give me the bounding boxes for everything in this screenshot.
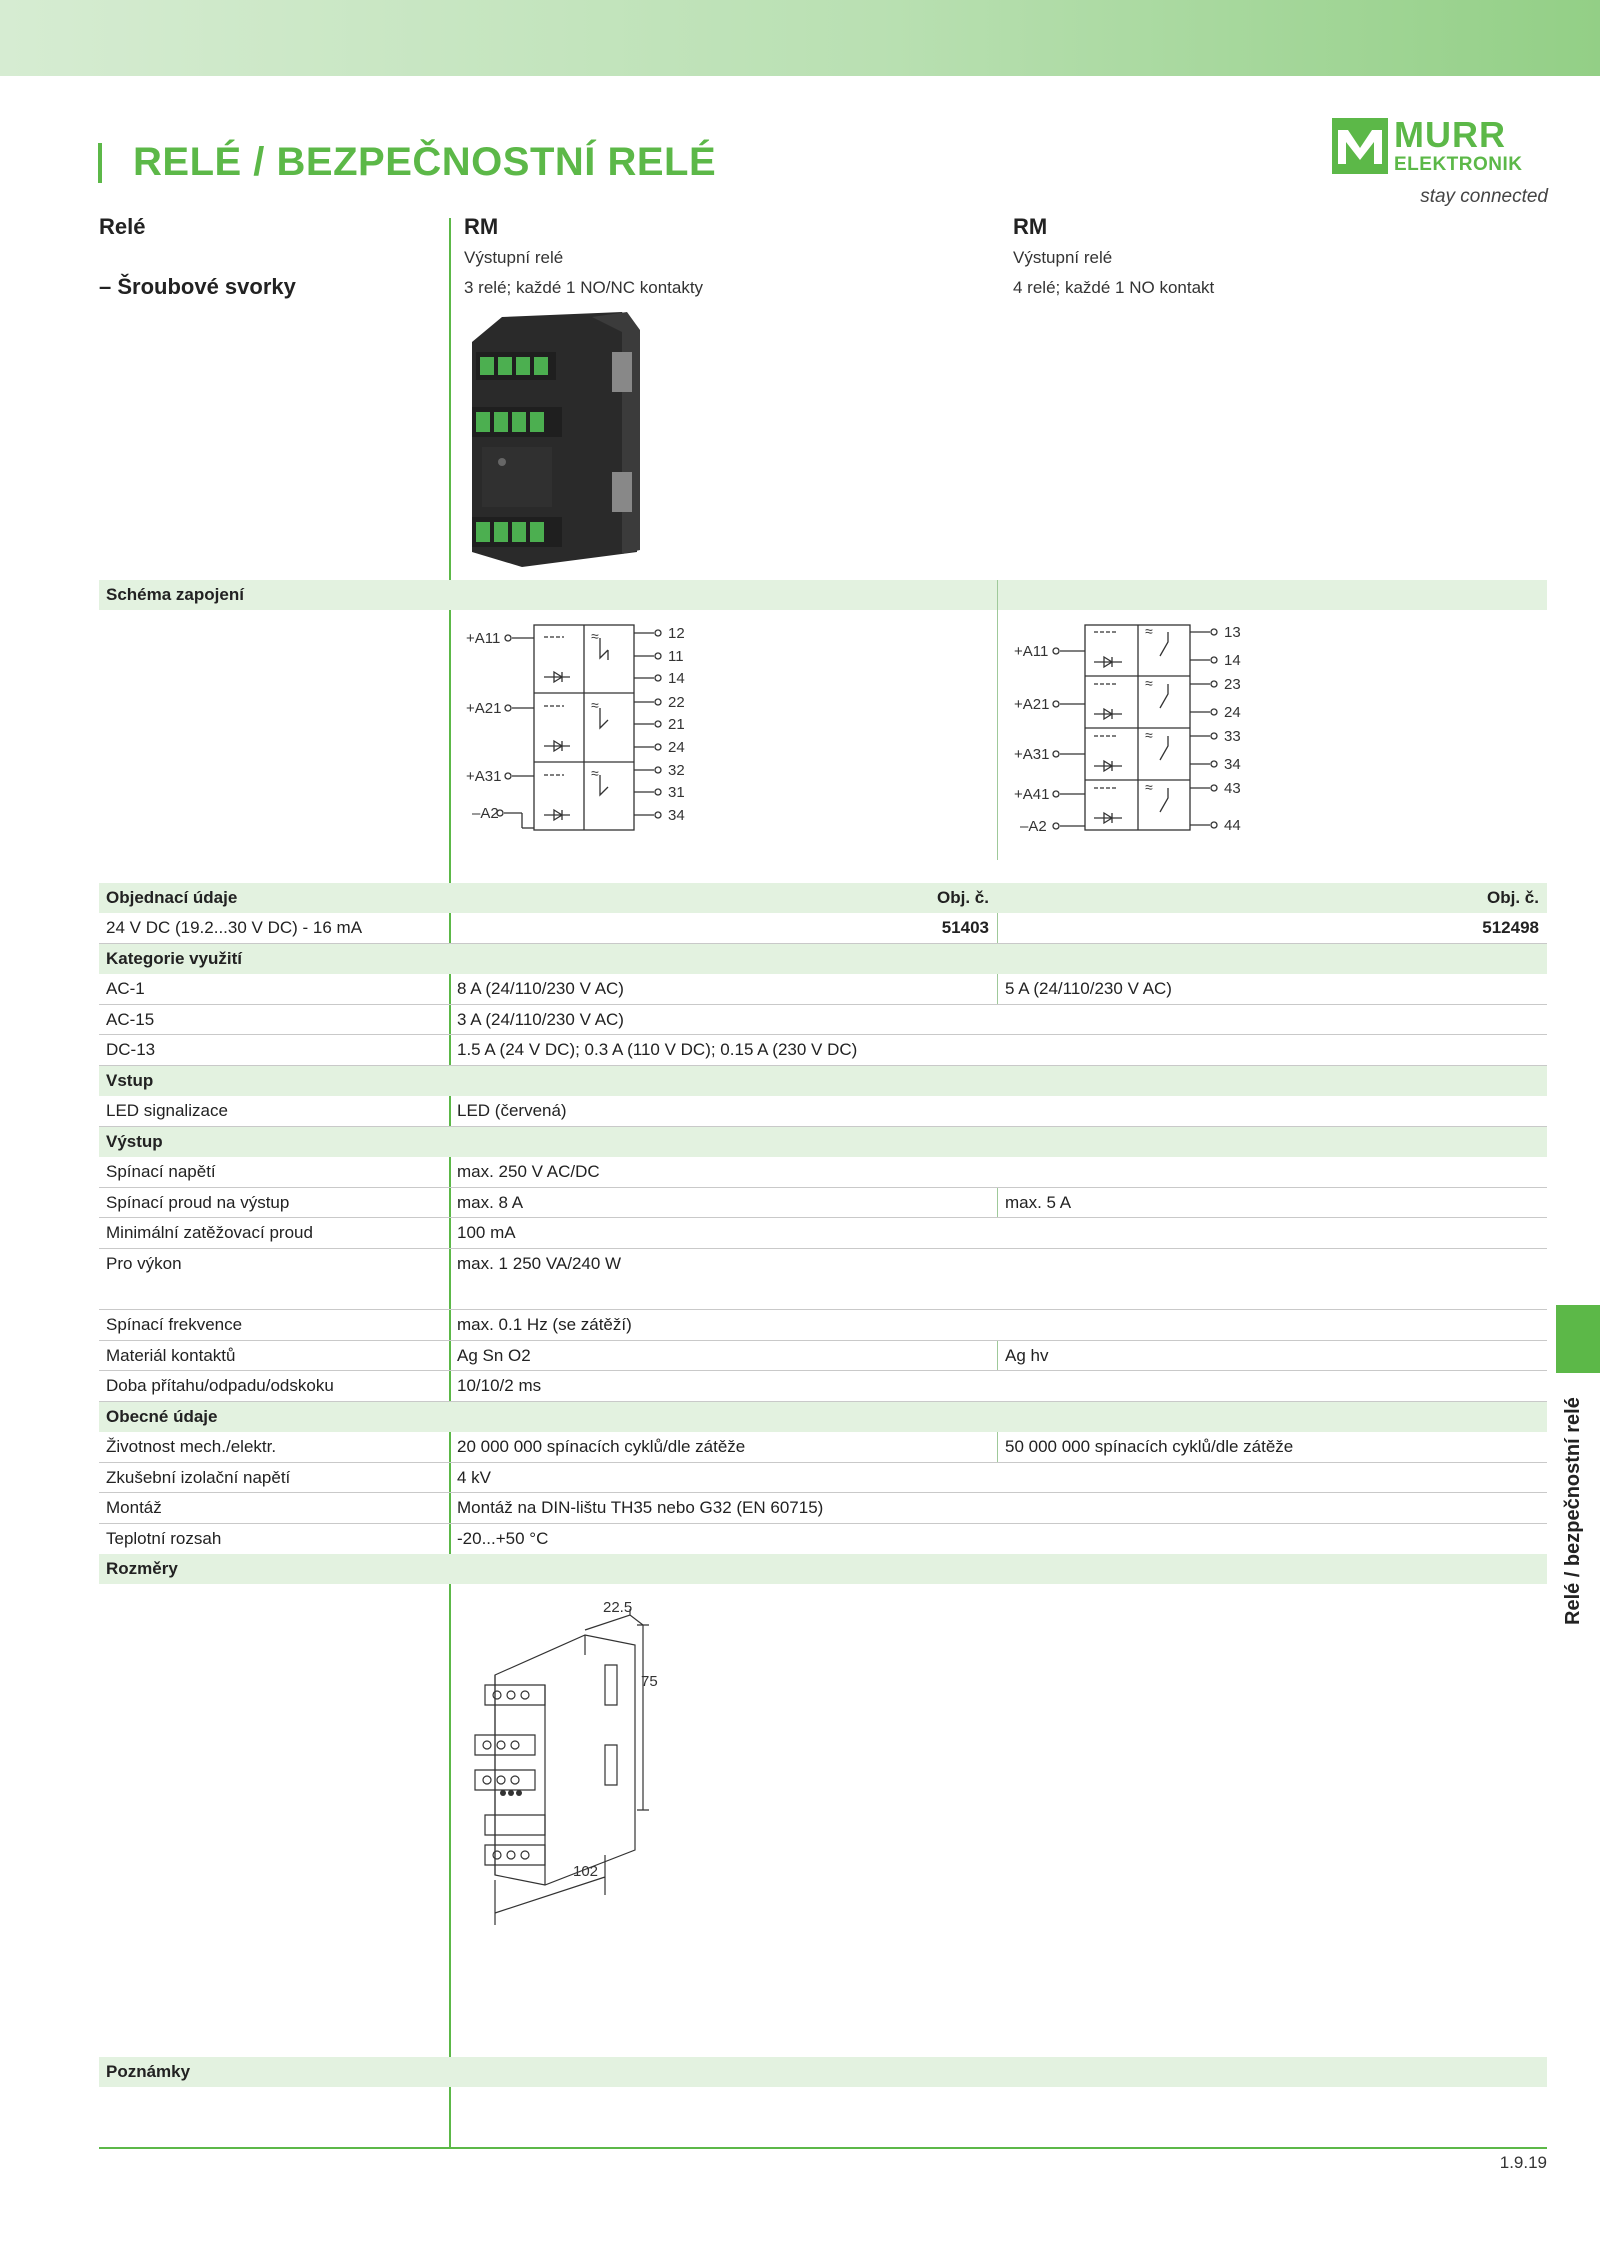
row-value-1: 8 A (24/110/230 V AC) bbox=[457, 979, 624, 998]
side-tab-marker bbox=[1556, 1305, 1600, 1373]
table-row bbox=[99, 1524, 1547, 1555]
row-label: AC-1 bbox=[106, 979, 145, 998]
footer-line bbox=[99, 2147, 1547, 2149]
page-title: RELÉ / BEZPEČNOSTNÍ RELÉ bbox=[133, 140, 717, 184]
order-col2-header: Obj. č. bbox=[1487, 888, 1539, 907]
section-category bbox=[99, 944, 1547, 974]
row-label: Životnost mech./elektr. bbox=[106, 1437, 277, 1456]
product2-name: RM bbox=[1013, 214, 1048, 239]
product-photo bbox=[462, 312, 642, 567]
product2-desc: Výstupní relé bbox=[1013, 248, 1113, 267]
product1-name: RM bbox=[464, 214, 499, 239]
dim-height-label: 75 bbox=[641, 1673, 658, 1690]
row-label: Zkušební izolační napětí bbox=[106, 1467, 291, 1487]
section-label: Vstup bbox=[106, 1071, 154, 1090]
row-value-1: 4 kV bbox=[457, 1467, 492, 1487]
row-label: Doba přítahu/odpadu/odskoku bbox=[106, 1376, 334, 1395]
product1-desc: Výstupní relé bbox=[464, 248, 564, 267]
section-dimensions bbox=[99, 1554, 1547, 1584]
table-row bbox=[99, 1493, 1547, 1524]
row-value-1: max. 0.1 Hz (se zátěží) bbox=[457, 1315, 632, 1334]
order-number-2: 512498 bbox=[1482, 918, 1539, 937]
table-row bbox=[99, 1341, 1547, 1372]
dimension-drawing bbox=[455, 1595, 705, 1925]
section-general bbox=[99, 1402, 1547, 1432]
logo-elektronik-text: ELEKTRONIK bbox=[1394, 154, 1523, 175]
table-row bbox=[99, 1463, 1547, 1494]
schema-right-in-2: +A31 bbox=[1014, 746, 1050, 763]
schema-left-in-3: –A2 bbox=[472, 805, 499, 822]
schema-right-in-3: +A41 bbox=[1014, 786, 1050, 803]
row-label: Pro výkon bbox=[106, 1254, 182, 1273]
row-label: AC-15 bbox=[106, 1009, 155, 1029]
logo-tagline: stay connected bbox=[1420, 186, 1548, 207]
section-label: Výstup bbox=[106, 1132, 163, 1151]
row-label: Spínací frekvence bbox=[106, 1315, 243, 1334]
table-row bbox=[99, 1249, 1547, 1310]
row-label: Spínací proud na výstup bbox=[106, 1192, 290, 1212]
svg-text:≈: ≈ bbox=[591, 765, 599, 781]
section-label: Schéma zapojení bbox=[106, 585, 244, 604]
schema-left-in-2: +A31 bbox=[466, 768, 502, 785]
svg-text:≈: ≈ bbox=[1145, 623, 1153, 639]
schema-right-out-5: 34 bbox=[1224, 756, 1241, 773]
row-value-1: 3 A (24/110/230 V AC) bbox=[457, 1009, 624, 1029]
row-value-1: -20...+50 °C bbox=[457, 1528, 549, 1548]
schema-left-out-2: 14 bbox=[668, 670, 685, 687]
wiring-diagram-4-relays bbox=[1010, 620, 1270, 835]
section-label: Poznámky bbox=[106, 2062, 191, 2081]
row-value-2: Ag hv bbox=[1005, 1345, 1049, 1365]
schema-left-out-8: 34 bbox=[668, 807, 685, 824]
row-label: 24 V DC (19.2...30 V DC) - 16 mA bbox=[106, 918, 363, 937]
schema-left-in-0: +A11 bbox=[466, 630, 501, 647]
schema-column-divider bbox=[997, 580, 998, 860]
table-row bbox=[99, 1310, 1547, 1341]
svg-text:≈: ≈ bbox=[1145, 779, 1153, 795]
section-label: Objednací údaje bbox=[106, 888, 238, 907]
section-notes bbox=[99, 2057, 1547, 2087]
row-value-1: Ag Sn O2 bbox=[457, 1345, 531, 1365]
schema-right-out-4: 33 bbox=[1224, 728, 1241, 745]
row-value-1: 1.5 A (24 V DC); 0.3 A (110 V DC); 0.15 A (230 V DC) bbox=[457, 1040, 858, 1059]
subcategory-heading: – Šroubové svorky bbox=[99, 274, 296, 299]
svg-text:≈: ≈ bbox=[1145, 675, 1153, 691]
page-number: 1.9.19 bbox=[1499, 2153, 1547, 2172]
schema-right-out-7: 44 bbox=[1224, 817, 1241, 834]
row-value-1: 20 000 000 spínacích cyklů/dle zátěže bbox=[457, 1437, 746, 1456]
murr-logo bbox=[1332, 114, 1548, 213]
order-col1-header: Obj. č. bbox=[937, 888, 989, 907]
row-value-2: 5 A (24/110/230 V AC) bbox=[1005, 979, 1172, 998]
section-input bbox=[99, 1066, 1547, 1096]
row-label: Teplotní rozsah bbox=[106, 1528, 222, 1548]
row-label: Montáž bbox=[106, 1498, 162, 1517]
row-value-1: Montáž na DIN-lištu TH35 nebo G32 (EN 60715) bbox=[457, 1498, 824, 1517]
schema-right-out-2: 23 bbox=[1224, 676, 1241, 693]
schema-right-out-1: 14 bbox=[1224, 652, 1241, 669]
category-heading: Relé bbox=[99, 214, 146, 239]
section-schema bbox=[99, 580, 1547, 610]
schema-left-out-4: 21 bbox=[668, 716, 685, 733]
product1-contacts: 3 relé; každé 1 NO/NC kontakty bbox=[464, 278, 704, 297]
schema-right-in-1: +A21 bbox=[1014, 696, 1050, 713]
row-value-2: 50 000 000 spínacích cyklů/dle zátěže bbox=[1005, 1437, 1294, 1456]
schema-right-out-3: 24 bbox=[1224, 704, 1241, 721]
order-number-1: 51403 bbox=[941, 918, 989, 937]
schema-right-in-0: +A11 bbox=[1014, 643, 1049, 660]
title-accent-bar bbox=[98, 143, 102, 183]
schema-left-out-6: 32 bbox=[668, 762, 685, 779]
murr-m-icon bbox=[1332, 118, 1388, 174]
table-row bbox=[99, 1157, 1547, 1188]
table-row bbox=[99, 913, 1547, 944]
row-value-1: LED (červená) bbox=[457, 1101, 567, 1120]
section-label: Kategorie využití bbox=[106, 949, 243, 968]
row-value-1: max. 250 V AC/DC bbox=[457, 1162, 600, 1181]
table-row bbox=[99, 1218, 1547, 1249]
side-section-label: Relé / bezpečnostní relé bbox=[1562, 1397, 1584, 1625]
table-row bbox=[99, 1035, 1547, 1066]
table-row bbox=[99, 1432, 1547, 1463]
row-value-1: max. 1 250 VA/240 W bbox=[457, 1254, 622, 1273]
row-label: Minimální zatěžovací proud bbox=[106, 1223, 313, 1242]
schema-right-out-0: 13 bbox=[1224, 624, 1241, 641]
svg-text:≈: ≈ bbox=[591, 697, 599, 713]
table-row bbox=[99, 1005, 1547, 1036]
schema-left-out-5: 24 bbox=[668, 739, 685, 756]
schema-left-out-7: 31 bbox=[668, 784, 685, 801]
row-label: LED signalizace bbox=[106, 1101, 228, 1120]
dim-width-label: 22.5 bbox=[603, 1599, 633, 1616]
schema-left-in-1: +A21 bbox=[466, 700, 502, 717]
section-label: Rozměry bbox=[106, 1559, 178, 1578]
row-label: Materiál kontaktů bbox=[106, 1345, 236, 1365]
table-row bbox=[99, 1371, 1547, 1402]
section-label: Obecné údaje bbox=[106, 1407, 218, 1426]
section-order bbox=[99, 883, 1547, 913]
row-label: Spínací napětí bbox=[106, 1162, 216, 1181]
table-row bbox=[99, 1096, 1547, 1127]
table-row bbox=[99, 974, 1547, 1005]
svg-text:≈: ≈ bbox=[1145, 727, 1153, 743]
schema-right-out-6: 43 bbox=[1224, 780, 1241, 797]
row-value-1: max. 8 A bbox=[457, 1192, 524, 1212]
svg-text:≈: ≈ bbox=[591, 628, 599, 644]
wiring-diagram-3-relays bbox=[462, 620, 722, 835]
logo-murr-text: MURR bbox=[1394, 114, 1506, 155]
schema-left-out-3: 22 bbox=[668, 694, 685, 711]
product2-contacts: 4 relé; každé 1 NO kontakt bbox=[1013, 278, 1215, 297]
row-value-2: max. 5 A bbox=[1005, 1192, 1072, 1212]
table-row bbox=[99, 1188, 1547, 1219]
top-banner bbox=[0, 0, 1600, 76]
row-label: DC-13 bbox=[106, 1040, 156, 1059]
row-value-1: 100 mA bbox=[457, 1223, 516, 1242]
dim-depth-label: 102 bbox=[573, 1863, 599, 1880]
schema-right-in-4: –A2 bbox=[1020, 818, 1047, 835]
schema-left-out-1: 11 bbox=[668, 648, 684, 665]
schema-left-out-0: 12 bbox=[668, 625, 685, 642]
section-output bbox=[99, 1127, 1547, 1157]
row-value-1: 10/10/2 ms bbox=[457, 1376, 542, 1395]
